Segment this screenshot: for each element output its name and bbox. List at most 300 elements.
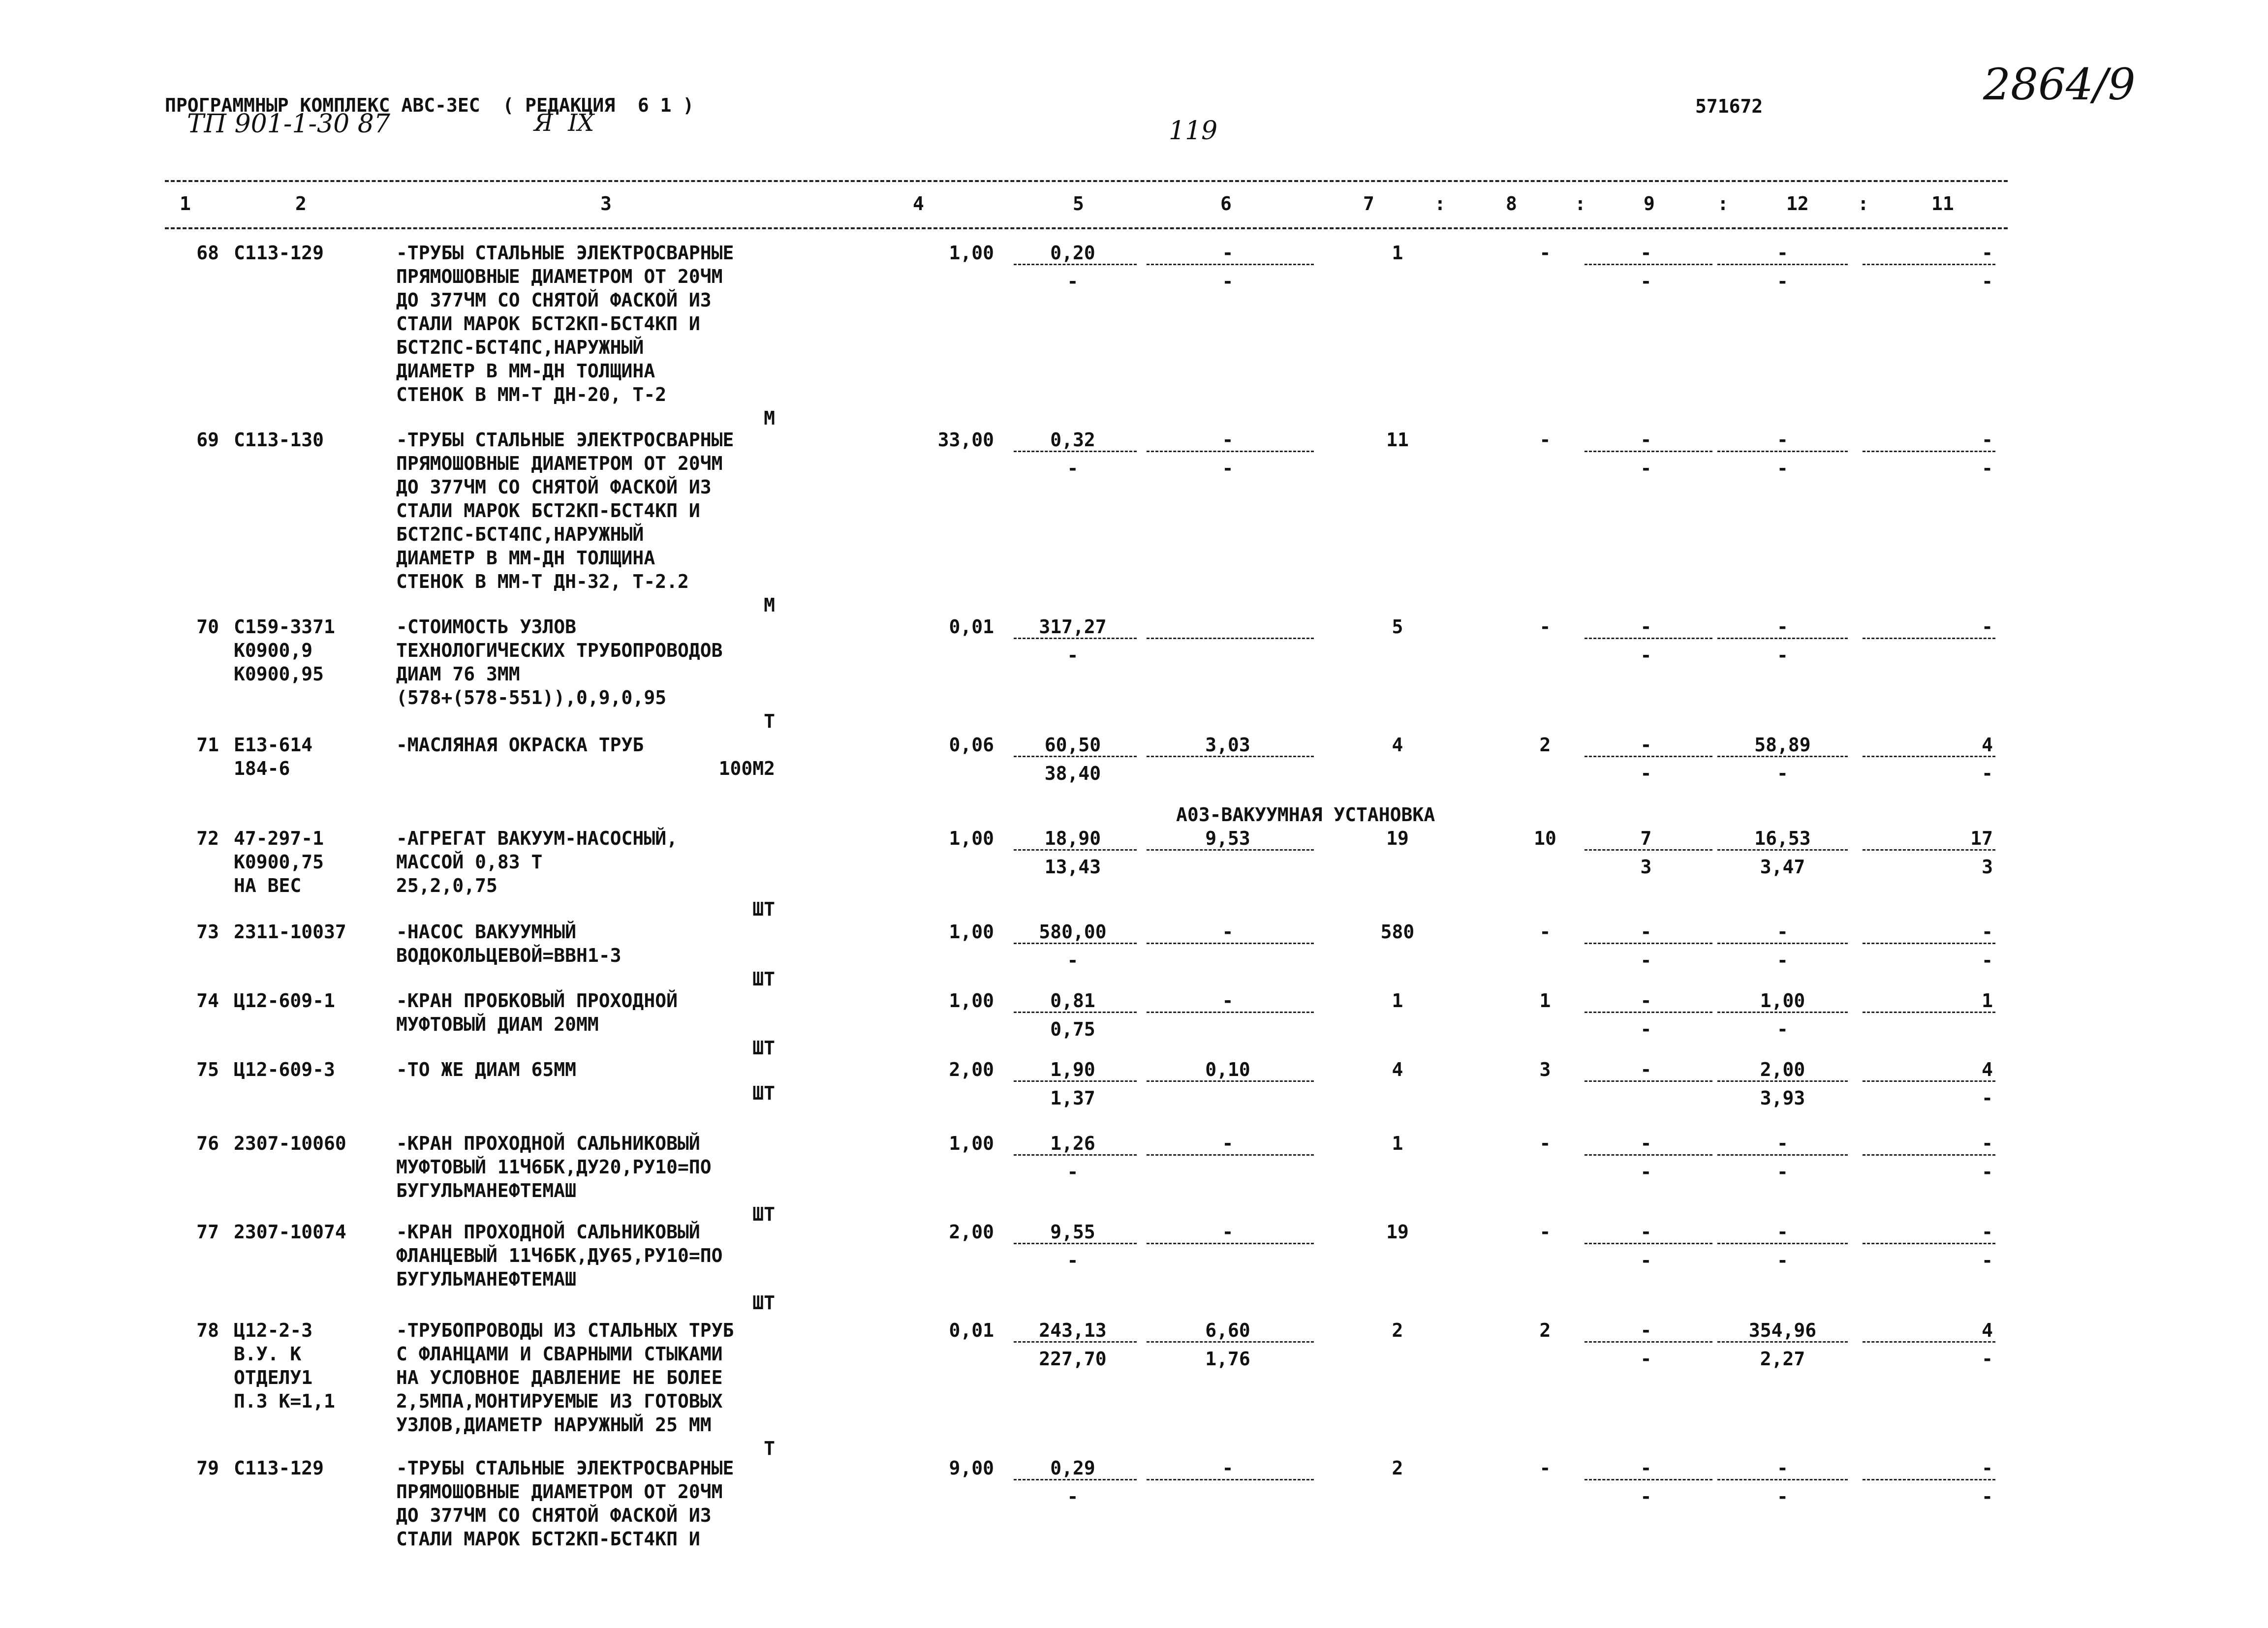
row-col9-sub: - (1640, 271, 1652, 292)
cell-divider (1717, 1243, 1848, 1244)
row-col9: - (1640, 990, 1652, 1012)
row-price: 18,90 (1044, 828, 1101, 849)
cell-divider (1863, 1154, 1995, 1156)
row-col11: - (1982, 242, 1993, 264)
row-description: ДИАМ 76 3ММ (396, 663, 520, 685)
row-col7: 11 (1386, 429, 1409, 451)
row-unit: Т (764, 710, 775, 732)
cell-divider (1147, 756, 1314, 757)
row-wages: 227,70 (1039, 1348, 1107, 1370)
cell-divider (1014, 756, 1137, 757)
row-number: 73 (196, 921, 219, 943)
row-quantity: 1,00 (949, 1133, 994, 1154)
cell-divider (1147, 943, 1314, 944)
row-description: -ТРУБЫ СТАЛЬНЫЕ ЭЛЕКТРОСВАРНЫЕ (396, 242, 734, 264)
col-8: 8 (1506, 193, 1517, 215)
row-col11-sub: - (1982, 458, 1993, 479)
row-col11: - (1982, 1133, 1993, 1154)
row-machine-cost: 6,60 (1205, 1320, 1250, 1341)
row-unit: ШТ (752, 968, 775, 990)
row-wages: - (1067, 950, 1079, 971)
row-description: ФЛАНЦЕВЫЙ 11Ч6БК,ДУ65,РУ10=ПО (396, 1245, 723, 1266)
col-5: 5 (1073, 193, 1084, 215)
row-col12: 2,00 (1760, 1059, 1805, 1080)
section-label: А03-ВАКУУМНАЯ УСТАНОВКА (1176, 804, 1435, 826)
row-machine-wages: 1,76 (1205, 1348, 1250, 1370)
row-machine-cost: - (1222, 1457, 1234, 1479)
cell-divider (1717, 264, 1848, 265)
row-col12: 16,53 (1754, 828, 1811, 849)
row-col12-sub: - (1777, 763, 1788, 784)
cell-divider (1014, 1479, 1137, 1480)
cell-divider (1584, 1080, 1712, 1082)
row-col7: 19 (1386, 828, 1409, 849)
cell-divider (1717, 1154, 1848, 1156)
cell-divider (1584, 1012, 1712, 1013)
row-col9: - (1640, 616, 1652, 638)
row-number: 70 (196, 616, 219, 638)
row-wages: - (1067, 1250, 1079, 1271)
row-quantity: 0,06 (949, 734, 994, 756)
row-code: С113-130 (234, 429, 324, 451)
row-col9: - (1640, 1221, 1652, 1243)
row-unit: ШТ (752, 1292, 775, 1314)
row-col8: 10 (1534, 828, 1556, 849)
document-code: 571672 (1695, 95, 1763, 117)
row-col9-sub: - (1640, 1486, 1652, 1507)
row-unit: ШТ (752, 1203, 775, 1225)
cell-divider (1717, 849, 1848, 851)
row-number: 75 (196, 1059, 219, 1080)
row-number: 76 (196, 1133, 219, 1154)
cell-divider (1147, 451, 1314, 452)
row-description: СТЕНОК В ММ-Т ДН-20, Т-2 (396, 384, 667, 405)
row-description: ПРЯМОШОВНЫЕ ДИАМЕТРОМ ОТ 20ЧМ (396, 1481, 723, 1503)
row-description: -ТРУБОПРОВОДЫ ИЗ СТАЛЬНЫХ ТРУБ (396, 1320, 734, 1341)
row-description: ДО 377ЧМ СО СНЯТОЙ ФАСКОЙ ИЗ (396, 1505, 712, 1526)
row-quantity: 1,00 (949, 990, 994, 1012)
cell-divider (1147, 1341, 1314, 1343)
row-quantity: 1,00 (949, 242, 994, 264)
row-description: БУГУЛЬМАНЕФТЕМАШ (396, 1268, 577, 1290)
row-price: 0,32 (1050, 429, 1095, 451)
cell-divider (1584, 1154, 1712, 1156)
cell-divider (1014, 638, 1137, 639)
cell-divider (1717, 1479, 1848, 1480)
row-unit: М (764, 407, 775, 429)
row-description: МАССОЙ 0,83 Т (396, 851, 543, 873)
row-unit: ШТ (752, 898, 775, 920)
row-machine-cost: - (1222, 1221, 1234, 1243)
cell-divider (1863, 1243, 1995, 1244)
row-col7: 580 (1380, 921, 1415, 943)
row-price: 0,81 (1050, 990, 1095, 1012)
cell-divider (1014, 1080, 1137, 1082)
row-price: 0,20 (1050, 242, 1095, 264)
row-code: 2311-10037 (234, 921, 346, 943)
row-col9-sub: - (1640, 1348, 1652, 1370)
row-number: 78 (196, 1320, 219, 1341)
row-description: СТАЛИ МАРОК БСТ2КП-БСТ4КП И (396, 1528, 700, 1550)
cell-divider (1014, 264, 1137, 265)
row-wages: - (1067, 1161, 1079, 1183)
row-machine-wages: - (1222, 458, 1234, 479)
col-sep: : (1575, 193, 1586, 215)
row-col12-sub: - (1777, 950, 1788, 971)
row-description: -АГРЕГАТ ВАКУУМ-НАСОСНЫЙ, (396, 828, 678, 849)
row-code: 2307-10060 (234, 1133, 346, 1154)
row-col8: - (1539, 1457, 1551, 1479)
row-description: СТАЛИ МАРОК БСТ2КП-БСТ4КП И (396, 313, 700, 335)
row-description: БСТ2ПС-БСТ4ПС,НАРУЖНЫЙ (396, 337, 644, 358)
cell-divider (1014, 451, 1137, 452)
row-col12-sub: - (1777, 1486, 1788, 1507)
row-price: 580,00 (1039, 921, 1107, 943)
cell-divider (1147, 1479, 1314, 1480)
row-col9: - (1640, 1133, 1652, 1154)
row-wages: - (1067, 271, 1079, 292)
row-col9: - (1640, 429, 1652, 451)
cell-divider (1584, 451, 1712, 452)
row-description: УЗЛОВ,ДИАМЕТР НАРУЖНЫЙ 25 ММ (396, 1414, 712, 1436)
row-col8: - (1539, 242, 1551, 264)
row-code: С159-3371 (234, 616, 335, 638)
row-machine-cost: - (1222, 921, 1234, 943)
col-sep: : (1434, 193, 1446, 215)
row-code: Ц12-609-3 (234, 1059, 335, 1080)
row-col11: - (1982, 429, 1993, 451)
row-col12: - (1777, 242, 1788, 264)
row-description: 25,2,0,75 (396, 875, 497, 896)
row-description: С ФЛАНЦАМИ И СВАРНЫМИ СТЫКАМИ (396, 1343, 723, 1365)
row-description: -КРАН ПРОХОДНОЙ САЛЬНИКОВЫЙ (396, 1133, 700, 1154)
cell-divider (1147, 1080, 1314, 1082)
row-col12-sub: 3,93 (1760, 1087, 1805, 1109)
row-machine-cost: - (1222, 242, 1234, 264)
cell-divider (1717, 1012, 1848, 1013)
col-1: 1 (180, 193, 191, 215)
cell-divider (1014, 1341, 1137, 1343)
cell-divider (1863, 943, 1995, 944)
row-description: СТЕНОК В ММ-Т ДН-32, Т-2.2 (396, 571, 689, 592)
row-col12: - (1777, 429, 1788, 451)
row-col9: - (1640, 1457, 1652, 1479)
row-unit: Т (764, 1438, 775, 1459)
cell-divider (1863, 1479, 1995, 1480)
row-col12-sub: 3,47 (1760, 856, 1805, 878)
row-col12-sub: - (1777, 645, 1788, 666)
row-unit: М (764, 594, 775, 616)
row-price: 243,13 (1039, 1320, 1107, 1341)
row-col9: - (1640, 921, 1652, 943)
page-number: 119 (1169, 116, 1218, 146)
row-col12: - (1777, 1221, 1788, 1243)
row-description: -КРАН ПРОХОДНОЙ САЛЬНИКОВЫЙ (396, 1221, 700, 1243)
cell-divider (1717, 451, 1848, 452)
cell-divider (1863, 849, 1995, 851)
row-col11-sub: - (1982, 1161, 1993, 1183)
col-7: 7 (1363, 193, 1374, 215)
col-11: 11 (1931, 193, 1954, 215)
row-machine-cost: - (1222, 429, 1234, 451)
row-machine-cost: 3,03 (1205, 734, 1250, 756)
col-2: 2 (295, 193, 307, 215)
row-col12-sub: - (1777, 1161, 1788, 1183)
row-col11: - (1982, 921, 1993, 943)
row-col11: - (1982, 616, 1993, 638)
row-description: -МАСЛЯНАЯ ОКРАСКА ТРУБ (396, 734, 644, 756)
row-col7: 1 (1392, 990, 1403, 1012)
row-code: 2307-10074 (234, 1221, 346, 1243)
cell-divider (1717, 638, 1848, 639)
row-description: (578+(578-551)),0,9,0,95 (396, 687, 667, 708)
cell-divider (1863, 756, 1995, 757)
row-col11: 4 (1982, 1320, 1993, 1341)
row-col7: 2 (1392, 1320, 1403, 1341)
row-col8: 1 (1539, 990, 1551, 1012)
row-description: ПРЯМОШОВНЫЕ ДИАМЕТРОМ ОТ 20ЧМ (396, 266, 723, 287)
cell-divider (1147, 1154, 1314, 1156)
row-price: 60,50 (1044, 734, 1101, 756)
row-col9-sub: - (1640, 950, 1652, 971)
row-description: -НАСОС ВАКУУМНЫЙ (396, 921, 577, 943)
row-wages: - (1067, 458, 1079, 479)
row-col7: 19 (1386, 1221, 1409, 1243)
row-col12: - (1777, 1133, 1788, 1154)
row-col11: - (1982, 1221, 1993, 1243)
row-description: БСТ2ПС-БСТ4ПС,НАРУЖНЫЙ (396, 523, 644, 545)
cell-divider (1014, 1243, 1137, 1244)
row-col8: 2 (1539, 734, 1551, 756)
cell-divider (1147, 849, 1314, 851)
row-col7: 4 (1392, 734, 1403, 756)
row-col9: - (1640, 1320, 1652, 1341)
cell-divider (1147, 264, 1314, 265)
row-col12-sub: - (1777, 271, 1788, 292)
row-quantity: 0,01 (949, 616, 994, 638)
row-col11: 4 (1982, 734, 1993, 756)
row-quantity: 0,01 (949, 1320, 994, 1341)
row-col9-sub: - (1640, 763, 1652, 784)
row-description: -КРАН ПРОБКОВЫЙ ПРОХОДНОЙ (396, 990, 678, 1012)
cell-divider (1147, 1243, 1314, 1244)
cell-divider (1014, 849, 1137, 851)
row-wages: 0,75 (1050, 1018, 1095, 1040)
row-col9-sub: - (1640, 1018, 1652, 1040)
row-number: 69 (196, 429, 219, 451)
cell-divider (1584, 756, 1712, 757)
row-col9: - (1640, 734, 1652, 756)
row-code: П.3 К=1,1 (234, 1390, 335, 1412)
header-rule-bottom (165, 227, 2008, 229)
row-quantity: 1,00 (949, 828, 994, 849)
row-unit: ШТ (752, 1037, 775, 1059)
row-description: ДО 377ЧМ СО СНЯТОЙ ФАСКОЙ ИЗ (396, 289, 712, 311)
row-machine-cost: 9,53 (1205, 828, 1250, 849)
row-machine-wages: - (1222, 271, 1234, 292)
row-description: ДИАМЕТР В ММ-ДН ТОЛЩИНА (396, 547, 655, 569)
col-12: 12 (1786, 193, 1809, 215)
row-col8: 2 (1539, 1320, 1551, 1341)
row-col12: 354,96 (1748, 1320, 1817, 1341)
row-col7: 5 (1392, 616, 1403, 638)
row-code: К0900,9 (234, 640, 313, 661)
row-col12: 58,89 (1754, 734, 1811, 756)
cell-divider (1717, 756, 1848, 757)
row-col12-sub: - (1777, 1018, 1788, 1040)
row-machine-cost: - (1222, 1133, 1234, 1154)
row-col8: - (1539, 1133, 1551, 1154)
row-machine-cost: - (1222, 990, 1234, 1012)
row-description: -СТОИМОСТЬ УЗЛОВ (396, 616, 577, 638)
row-col8: 3 (1539, 1059, 1551, 1080)
row-col7: 1 (1392, 242, 1403, 264)
cell-divider (1014, 1012, 1137, 1013)
row-code: К0900,75 (234, 851, 324, 873)
row-col12: - (1777, 1457, 1788, 1479)
cell-divider (1584, 1479, 1712, 1480)
row-col8: - (1539, 1221, 1551, 1243)
row-col11-sub: - (1982, 1348, 1993, 1370)
row-price: 9,55 (1050, 1221, 1095, 1243)
row-unit: ШТ (752, 1082, 775, 1104)
cell-divider (1014, 1154, 1137, 1156)
row-description: -ТРУБЫ СТАЛЬНЫЕ ЭЛЕКТРОСВАРНЫЕ (396, 1457, 734, 1479)
cell-divider (1584, 943, 1712, 944)
row-description: БУГУЛЬМАНЕФТЕМАШ (396, 1180, 577, 1201)
row-code: ОТДЕЛУ1 (234, 1367, 313, 1388)
row-col9-sub: 3 (1640, 856, 1652, 878)
cell-divider (1584, 264, 1712, 265)
row-quantity: 33,00 (937, 429, 994, 451)
row-wages: 1,37 (1050, 1087, 1095, 1109)
handwritten-marks: Я IX (534, 109, 594, 137)
row-number: 79 (196, 1457, 219, 1479)
row-description: НА УСЛОВНОЕ ДАВЛЕНИЕ НЕ БОЛЕЕ (396, 1367, 723, 1388)
row-wages: 13,43 (1044, 856, 1101, 878)
cell-divider (1863, 1080, 1995, 1082)
row-description: ТЕХНОЛОГИЧЕСКИХ ТРУБОПРОВОДОВ (396, 640, 723, 661)
cell-divider (1863, 638, 1995, 639)
row-col11-sub: - (1982, 1486, 1993, 1507)
row-col9: - (1640, 242, 1652, 264)
row-col11-sub: 3 (1982, 856, 1993, 878)
cell-divider (1584, 638, 1712, 639)
row-col11: 4 (1982, 1059, 1993, 1080)
row-col12: - (1777, 616, 1788, 638)
col-sep: : (1717, 193, 1729, 215)
cell-divider (1584, 849, 1712, 851)
cell-divider (1863, 1012, 1995, 1013)
row-number: 74 (196, 990, 219, 1012)
cell-divider (1863, 1341, 1995, 1343)
row-price: 1,26 (1050, 1133, 1095, 1154)
tp-number: ТП 901-1-30 87 (187, 109, 390, 139)
row-quantity: 1,00 (949, 921, 994, 943)
cell-divider (1147, 1012, 1314, 1013)
col-9: 9 (1644, 193, 1655, 215)
row-price: 1,90 (1050, 1059, 1095, 1080)
row-col12-sub: 2,27 (1760, 1348, 1805, 1370)
row-code: 184-6 (234, 758, 290, 779)
row-col9: - (1640, 1059, 1652, 1080)
sheet-number: 2864/9 (1983, 59, 2136, 110)
row-code: 47-297-1 (234, 828, 324, 849)
row-description: ВОДОКОЛЬЦЕВОЙ=ВВН1-3 (396, 945, 621, 966)
col-6: 6 (1220, 193, 1232, 215)
row-col12-sub: - (1777, 1250, 1788, 1271)
row-quantity: 9,00 (949, 1457, 994, 1479)
row-code: К0900,95 (234, 663, 324, 685)
row-description: МУФТОВЫЙ ДИАМ 20ММ (396, 1014, 599, 1035)
cell-divider (1584, 1243, 1712, 1244)
row-description: МУФТОВЫЙ 11Ч6БК,ДУ20,РУ10=ПО (396, 1156, 712, 1178)
row-col11-sub: - (1982, 1087, 1993, 1109)
row-col9-sub: - (1640, 1250, 1652, 1271)
row-col11: 17 (1970, 828, 1993, 849)
row-code: Ц12-609-1 (234, 990, 335, 1012)
row-description: ДИАМЕТР В ММ-ДН ТОЛЩИНА (396, 360, 655, 382)
row-col9-sub: - (1640, 458, 1652, 479)
cell-divider (1717, 1341, 1848, 1343)
col-3: 3 (600, 193, 612, 215)
row-col7: 2 (1392, 1457, 1403, 1479)
row-code: Е13-614 (234, 734, 313, 756)
row-col11: 1 (1982, 990, 1993, 1012)
row-col12: 1,00 (1760, 990, 1805, 1012)
row-code: С113-129 (234, 242, 324, 264)
row-quantity: 2,00 (949, 1221, 994, 1243)
cell-divider (1717, 1080, 1848, 1082)
row-col11-sub: - (1982, 950, 1993, 971)
row-col11-sub: - (1982, 763, 1993, 784)
row-description: -ТО ЖЕ ДИАМ 65ММ (396, 1059, 577, 1080)
row-wages: - (1067, 645, 1079, 666)
row-wages: 38,40 (1044, 763, 1101, 784)
cell-divider (1717, 943, 1848, 944)
row-description: 2,5МПА,МОНТИРУЕМЫЕ ИЗ ГОТОВЫХ (396, 1390, 723, 1412)
program-header: ПРОГРАММНЫР КОМПЛЕКС АВС-3ЕС ( РЕДАКЦИЯ 6 1 ) (165, 94, 694, 116)
row-col8: - (1539, 921, 1551, 943)
row-wages: - (1067, 1486, 1079, 1507)
row-code: С113-129 (234, 1457, 324, 1479)
row-code: В.У. К (234, 1343, 302, 1365)
row-machine-cost: 0,10 (1205, 1059, 1250, 1080)
row-price: 0,29 (1050, 1457, 1095, 1479)
row-description: ДО 377ЧМ СО СНЯТОЙ ФАСКОЙ ИЗ (396, 476, 712, 498)
row-quantity: 2,00 (949, 1059, 994, 1080)
row-col11-sub: - (1982, 271, 1993, 292)
row-description: СТАЛИ МАРОК БСТ2КП-БСТ4КП И (396, 500, 700, 522)
col-4: 4 (913, 193, 924, 215)
row-col7: 1 (1392, 1133, 1403, 1154)
row-col9-sub: - (1640, 1161, 1652, 1183)
row-col11: - (1982, 1457, 1993, 1479)
row-code: НА ВЕС (234, 875, 302, 896)
row-col8: - (1539, 616, 1551, 638)
row-col11-sub: - (1982, 1250, 1993, 1271)
cell-divider (1584, 1341, 1712, 1343)
row-price: 317,27 (1039, 616, 1107, 638)
row-description: ПРЯМОШОВНЫЕ ДИАМЕТРОМ ОТ 20ЧМ (396, 453, 723, 474)
row-unit: 100М2 (718, 758, 775, 779)
header-rule-top (165, 180, 2008, 182)
row-col12-sub: - (1777, 458, 1788, 479)
cell-divider (1863, 264, 1995, 265)
row-number: 68 (196, 242, 219, 264)
col-sep: : (1858, 193, 1869, 215)
row-col12: - (1777, 921, 1788, 943)
